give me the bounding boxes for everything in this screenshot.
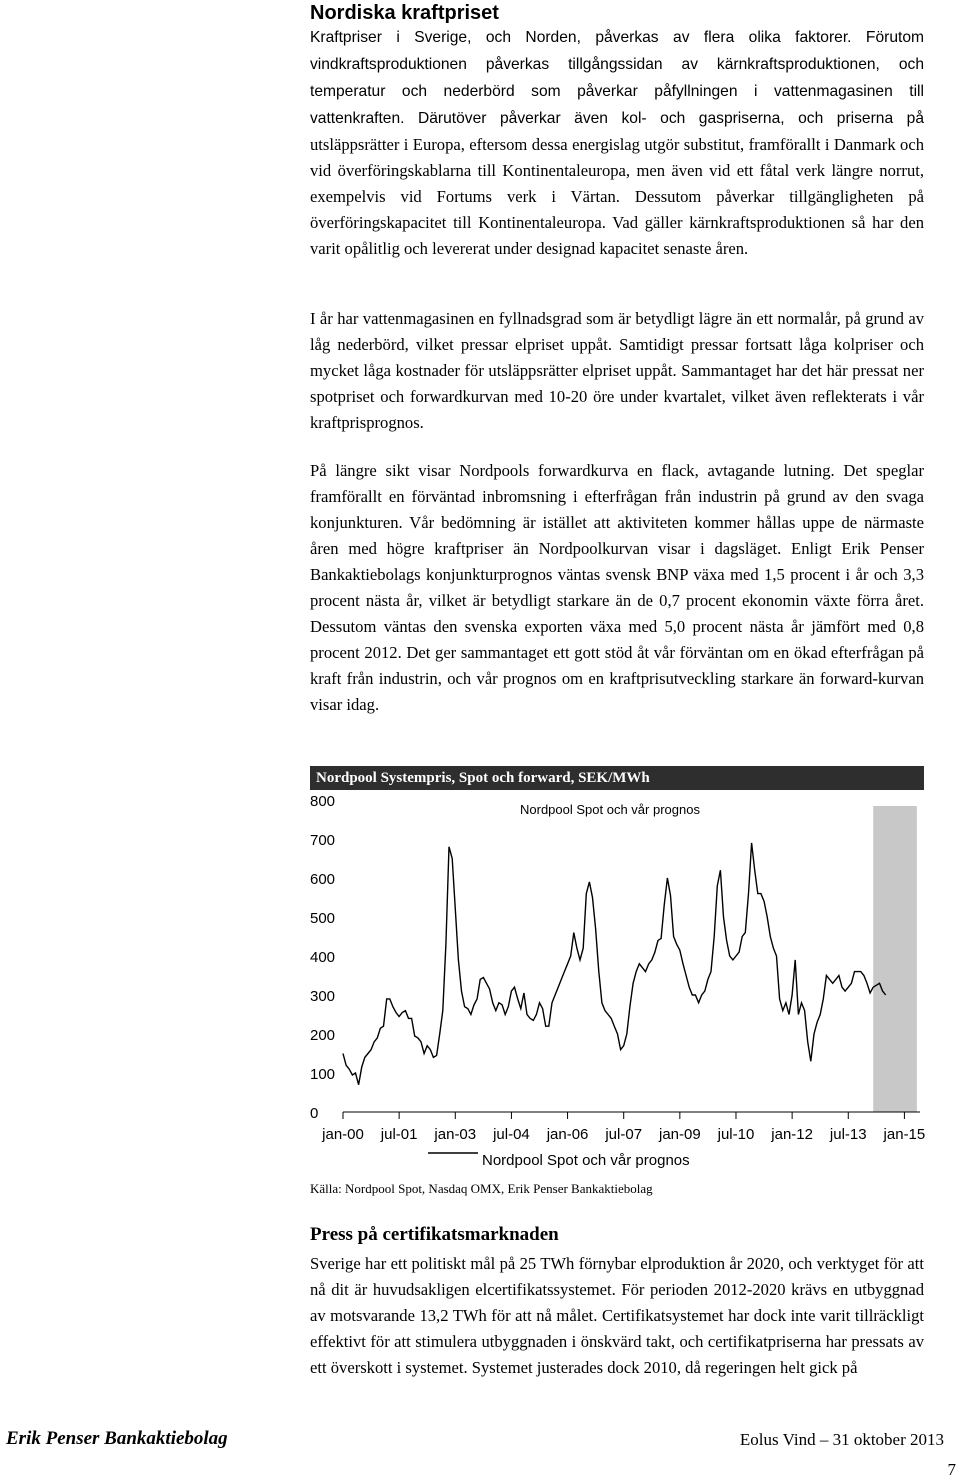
y-tick-label: 800 bbox=[310, 793, 336, 810]
section-heading-certifikatsmarknaden: Press på certifikatsmarknaden bbox=[310, 1224, 559, 1245]
y-tick-label: 700 bbox=[310, 832, 336, 849]
legend-label: Nordpool Spot och vår prognos bbox=[482, 1152, 690, 1169]
section-heading-nordiska-kraftpriset: Nordiska kraftpriset bbox=[310, 2, 499, 24]
footer-company-name: Erik Penser Bankaktiebolag bbox=[6, 1428, 228, 1449]
paragraph-intro-sans-part: Kraftpriser i Sverige, och Norden, påverkas av flera olika faktorer. Förutom vindkraftsproduktionen påverkas tillgångssidan av kärnkraftsproduktionen, och temperatur och nederbörd som påverkar påfyllningen i vattenmagasinen till vattenkraften. Därutöver påverkar även kol- och gaspriserna, och priserna på bbox=[310, 29, 924, 127]
y-tick-label: 500 bbox=[310, 910, 336, 927]
x-tick-label: jul-07 bbox=[605, 1126, 643, 1143]
y-tick-label: 600 bbox=[310, 871, 336, 888]
page-number: 7 bbox=[947, 1460, 956, 1479]
y-tick-label: 100 bbox=[310, 1066, 336, 1083]
chart-source-note: Källa: Nordpool Spot, Nasdaq OMX, Erik Penser Bankaktiebolag bbox=[310, 1181, 653, 1196]
x-tick-label: jul-04 bbox=[493, 1126, 530, 1143]
x-tick-label: jul-13 bbox=[829, 1126, 867, 1143]
paragraph-intro-serif-part: utsläppsrätter i Europa, eftersom dessa energislag utgör substitut, framförallt i Danmark och vid överföringskablarna till Kontinentaleuropa, men även vid ett fåtal verk längre norrut, exempelvis vid Fortums verk i Värtan. Dessutom påverkar tillgängligheten på överföringskapacitet till Kontinentaleuropa. Vad gäller kärnkraftsproduktionen så har den varit opålitlig och levererat under designad kapacitet senaste åren. bbox=[310, 135, 924, 258]
x-tick-label: jul-10 bbox=[717, 1126, 755, 1143]
x-tick-label: jan-12 bbox=[771, 1126, 813, 1143]
y-tick-label: 400 bbox=[310, 949, 336, 966]
x-tick-label: jan-09 bbox=[658, 1126, 701, 1143]
y-tick-label: 300 bbox=[310, 988, 336, 1005]
x-tick-label: jan-03 bbox=[434, 1126, 477, 1143]
chart-title: Nordpool Spot och vår prognos bbox=[520, 802, 700, 817]
paragraph-certifikat: Sverige har ett politiskt mål på 25 TWh förnybar elproduktion år 2020, och verktyget för att nå dit är huvudsakligen elcertifikatssystemet. För perioden 2012-2020 krävs en utbyggnad av motsvarande 13,2 TWh för att nå målet. Certifikatsystemet har dock inte varit tillräckligt effektivt för att stimulera utbyggnaden i önskvärd takt, och certifikatpriserna har pressats av ett överskott i systemet. Systemet justerades dock 2010, då regeringen helt gick på bbox=[310, 1254, 924, 1377]
x-tick-label: jan-06 bbox=[546, 1126, 589, 1143]
series-line-nordpool-spot bbox=[343, 843, 886, 1085]
paragraph-vattenmagasin: I år har vattenmagasinen en fyllnadsgrad som är betydligt lägre än ett normalår, på grund av låg nederbörd, vilket pressar elpriset uppåt. Samtidigt pressar fortsatt låga kolpriser och mycket låga kostnader för utsläppsrätter elpriset uppåt. Sammantaget har det här pressat ner spotpriset och forwardkurvan med 10-20 öre under kvartalet, vilket även reflekterats i vår kraftprisprognos. bbox=[310, 309, 924, 432]
paragraph-forwardkurva: På längre sikt visar Nordpools forwardkurva en flack, avtagande lutning. Det speglar framförallt en förväntad inbromsning i efterfrågan från industrin på grund av den svaga konjunkturen. Vår bedömning är istället att aktiviteten kommer hållas uppe de närmaste åren med högre kraftpriser än Nordpoolkurvan visar i dagsläget. Enligt Erik Penser Bankaktiebolags konjunkturprognos väntas svensk BNP växa med 1,5 procent i år och 3,3 procent nästa år, vilket är betydligt starkare än de 0,7 procent ekonomin växte förra året. Dessutom väntas den svenska exporten växa med 5,0 procent nästa år jämfört med 0,8 procent 2012. Det ger sammantaget ett gott stöd åt vår förväntan om en ökad efterfrågan på kraft från industrin, och vår prognos om en kraftprisutveckling starkare än forward-kurvan visar idag. bbox=[310, 461, 924, 714]
x-tick-label: jan-00 bbox=[322, 1126, 364, 1143]
x-tick-label: jul-01 bbox=[380, 1126, 418, 1143]
forecast-shade bbox=[873, 806, 917, 1112]
y-tick-label: 0 bbox=[310, 1105, 319, 1122]
chart-header: Nordpool Systempris, Spot och forward, SEK/MWh bbox=[310, 766, 924, 790]
y-tick-label: 200 bbox=[310, 1027, 336, 1044]
footer-report-title: Eolus Vind – 31 oktober 2013 bbox=[739, 1430, 944, 1449]
x-tick-label: jan-15 bbox=[883, 1126, 926, 1143]
